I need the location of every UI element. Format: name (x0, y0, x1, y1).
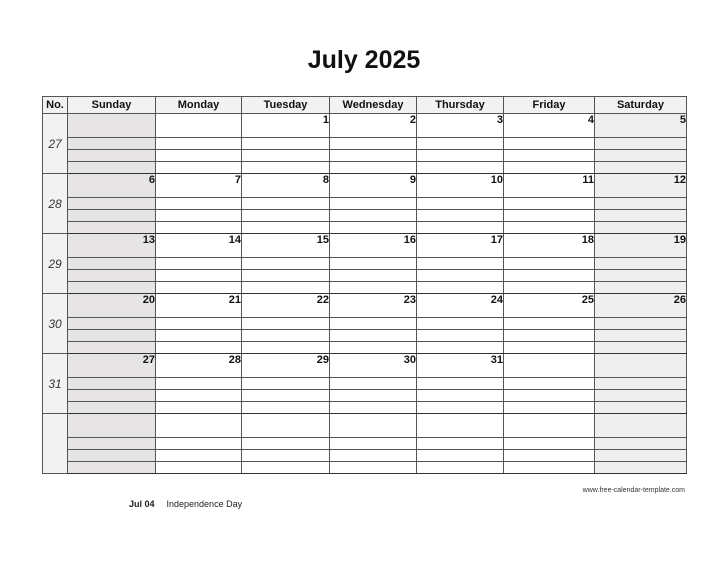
note-line[interactable] (504, 402, 595, 414)
day-cell[interactable] (595, 414, 687, 438)
day-cell[interactable]: 30 (330, 354, 417, 378)
note-line[interactable] (330, 198, 417, 210)
note-line[interactable] (330, 390, 417, 402)
note-line-row (43, 450, 687, 462)
note-line[interactable] (417, 162, 504, 174)
note-line[interactable] (595, 162, 687, 174)
note-line-row (43, 270, 687, 282)
week-row (43, 114, 687, 138)
note-line[interactable] (330, 450, 417, 462)
note-line[interactable] (330, 210, 417, 222)
note-line[interactable] (242, 138, 330, 150)
note-line[interactable] (156, 282, 242, 294)
note-line[interactable] (68, 138, 156, 150)
note-line[interactable] (242, 438, 330, 450)
day-cell[interactable] (595, 354, 687, 378)
note-line-row (43, 162, 687, 174)
note-line[interactable] (330, 138, 417, 150)
day-cell[interactable]: 31 (417, 354, 504, 378)
day-cell[interactable] (68, 414, 156, 438)
note-line-row (43, 138, 687, 150)
header-thursday: Thursday (417, 97, 504, 114)
note-line[interactable] (242, 270, 330, 282)
note-line[interactable] (504, 438, 595, 450)
note-line[interactable] (242, 150, 330, 162)
note-line[interactable] (156, 390, 242, 402)
note-line[interactable] (417, 402, 504, 414)
note-line[interactable] (68, 222, 156, 234)
note-line[interactable] (242, 378, 330, 390)
note-line[interactable] (504, 462, 595, 474)
header-monday: Monday (156, 97, 242, 114)
header-saturday: Saturday (595, 97, 687, 114)
day-cell[interactable]: 11 (504, 174, 595, 198)
day-cell[interactable]: 17 (417, 234, 504, 258)
day-cell[interactable]: 2 (330, 114, 417, 138)
note-line[interactable] (504, 162, 595, 174)
week-row (43, 174, 687, 198)
note-line[interactable] (156, 450, 242, 462)
note-line[interactable] (417, 258, 504, 270)
note-line[interactable] (156, 270, 242, 282)
note-line[interactable] (504, 222, 595, 234)
note-line[interactable] (595, 438, 687, 450)
note-line[interactable] (68, 318, 156, 330)
note-line[interactable] (156, 162, 242, 174)
note-line[interactable] (595, 282, 687, 294)
note-line-row (43, 462, 687, 474)
note-line-row (43, 330, 687, 342)
note-line[interactable] (330, 402, 417, 414)
note-line[interactable] (417, 270, 504, 282)
day-cell[interactable]: 28 (156, 354, 242, 378)
note-line[interactable] (330, 282, 417, 294)
note-line[interactable] (330, 318, 417, 330)
holiday-name: Independence Day (166, 499, 243, 509)
note-line[interactable] (156, 462, 242, 474)
calendar-title: July 2025 (307, 46, 421, 74)
note-line[interactable] (504, 198, 595, 210)
note-line[interactable] (68, 270, 156, 282)
note-line[interactable] (595, 210, 687, 222)
day-cell[interactable] (504, 354, 595, 378)
note-line[interactable] (417, 318, 504, 330)
note-line[interactable] (242, 462, 330, 474)
note-line[interactable] (595, 138, 687, 150)
note-line[interactable] (68, 402, 156, 414)
note-line[interactable] (330, 342, 417, 354)
day-cell[interactable] (330, 414, 417, 438)
note-line-row (43, 438, 687, 450)
holiday-item (129, 499, 242, 509)
day-cell[interactable]: 14 (156, 234, 242, 258)
note-line[interactable] (156, 438, 242, 450)
day-cell[interactable]: 9 (330, 174, 417, 198)
day-cell[interactable] (68, 114, 156, 138)
note-line[interactable] (417, 462, 504, 474)
day-cell[interactable]: 8 (242, 174, 330, 198)
week-number (43, 414, 68, 474)
note-line[interactable] (68, 282, 156, 294)
week-number: 29 (43, 234, 68, 294)
note-line[interactable] (417, 390, 504, 402)
note-line[interactable] (330, 438, 417, 450)
day-cell[interactable] (417, 414, 504, 438)
note-line[interactable] (330, 150, 417, 162)
holiday-date: Jul 04 (129, 499, 155, 509)
note-line-row (43, 378, 687, 390)
note-line[interactable] (417, 330, 504, 342)
note-line[interactable] (242, 342, 330, 354)
day-cell[interactable] (242, 414, 330, 438)
note-line[interactable] (417, 222, 504, 234)
day-cell[interactable]: 19 (595, 234, 687, 258)
note-line[interactable] (330, 330, 417, 342)
note-line[interactable] (330, 378, 417, 390)
day-cell[interactable]: 27 (68, 354, 156, 378)
day-cell[interactable]: 24 (417, 294, 504, 318)
note-line[interactable] (595, 270, 687, 282)
note-line[interactable] (504, 450, 595, 462)
note-line[interactable] (417, 198, 504, 210)
note-line[interactable] (330, 162, 417, 174)
note-line[interactable] (595, 390, 687, 402)
note-line-row (43, 210, 687, 222)
day-cell[interactable]: 16 (330, 234, 417, 258)
day-cell[interactable]: 4 (504, 114, 595, 138)
day-cell[interactable]: 18 (504, 234, 595, 258)
note-line[interactable] (68, 258, 156, 270)
note-line[interactable] (242, 222, 330, 234)
note-line[interactable] (242, 198, 330, 210)
day-cell[interactable]: 20 (68, 294, 156, 318)
note-line[interactable] (504, 318, 595, 330)
header-tuesday: Tuesday (242, 97, 330, 114)
note-line-row (43, 198, 687, 210)
note-line[interactable] (417, 342, 504, 354)
note-line[interactable] (595, 462, 687, 474)
note-line[interactable] (68, 162, 156, 174)
note-line[interactable] (242, 210, 330, 222)
note-line[interactable] (68, 342, 156, 354)
note-line[interactable] (242, 402, 330, 414)
header-no: No. (43, 97, 68, 114)
note-line[interactable] (504, 210, 595, 222)
note-line[interactable] (68, 378, 156, 390)
day-cell[interactable]: 1 (242, 114, 330, 138)
day-cell[interactable]: 5 (595, 114, 687, 138)
note-line[interactable] (68, 210, 156, 222)
note-line[interactable] (330, 270, 417, 282)
header-friday: Friday (504, 97, 595, 114)
note-line[interactable] (504, 282, 595, 294)
note-line[interactable] (242, 258, 330, 270)
note-line[interactable] (504, 258, 595, 270)
note-line[interactable] (68, 390, 156, 402)
note-line[interactable] (156, 318, 242, 330)
note-line[interactable] (156, 330, 242, 342)
day-cell[interactable]: 23 (330, 294, 417, 318)
day-cell[interactable]: 12 (595, 174, 687, 198)
note-line[interactable] (156, 402, 242, 414)
note-line[interactable] (156, 342, 242, 354)
note-line-row (43, 150, 687, 162)
week-number: 28 (43, 174, 68, 234)
day-cell[interactable]: 7 (156, 174, 242, 198)
note-line[interactable] (417, 150, 504, 162)
note-line[interactable] (504, 390, 595, 402)
note-line[interactable] (330, 258, 417, 270)
week-number: 30 (43, 294, 68, 354)
note-line[interactable] (595, 198, 687, 210)
note-line[interactable] (595, 378, 687, 390)
note-line[interactable] (417, 138, 504, 150)
day-cell[interactable]: 25 (504, 294, 595, 318)
note-line[interactable] (68, 150, 156, 162)
day-cell[interactable]: 15 (242, 234, 330, 258)
note-line[interactable] (504, 330, 595, 342)
note-line[interactable] (595, 342, 687, 354)
note-line[interactable] (156, 150, 242, 162)
note-line[interactable] (417, 378, 504, 390)
note-line[interactable] (504, 342, 595, 354)
note-line[interactable] (68, 198, 156, 210)
note-line[interactable] (504, 138, 595, 150)
note-line[interactable] (595, 150, 687, 162)
week-row (43, 294, 687, 318)
note-line[interactable] (242, 450, 330, 462)
note-line-row (43, 402, 687, 414)
day-cell[interactable]: 13 (68, 234, 156, 258)
note-line[interactable] (330, 462, 417, 474)
header-sunday: Sunday (68, 97, 156, 114)
note-line[interactable] (156, 210, 242, 222)
note-line[interactable] (417, 282, 504, 294)
note-line[interactable] (595, 330, 687, 342)
note-line-row (43, 258, 687, 270)
note-line[interactable] (595, 402, 687, 414)
day-cell[interactable]: 29 (242, 354, 330, 378)
day-cell[interactable]: 26 (595, 294, 687, 318)
note-line[interactable] (156, 378, 242, 390)
note-line[interactable] (595, 258, 687, 270)
week-row (43, 234, 687, 258)
note-line[interactable] (504, 150, 595, 162)
week-number: 31 (43, 354, 68, 414)
note-line[interactable] (156, 138, 242, 150)
note-line-row (43, 282, 687, 294)
note-line[interactable] (68, 450, 156, 462)
week-row (43, 414, 687, 438)
header-wednesday: Wednesday (330, 97, 417, 114)
note-line[interactable] (595, 318, 687, 330)
note-line[interactable] (242, 318, 330, 330)
note-line[interactable] (330, 222, 417, 234)
note-line[interactable] (242, 330, 330, 342)
day-cell[interactable] (504, 414, 595, 438)
note-line[interactable] (156, 258, 242, 270)
note-line-row (43, 318, 687, 330)
note-line[interactable] (595, 450, 687, 462)
day-cell[interactable]: 10 (417, 174, 504, 198)
note-line[interactable] (156, 222, 242, 234)
note-line-row (43, 342, 687, 354)
day-cell[interactable] (156, 114, 242, 138)
note-line[interactable] (417, 438, 504, 450)
note-line[interactable] (68, 438, 156, 450)
note-line-row (43, 222, 687, 234)
week-row (43, 354, 687, 378)
note-line[interactable] (417, 210, 504, 222)
note-line[interactable] (242, 390, 330, 402)
website-credit: www.free-calendar-template.com (582, 487, 685, 494)
note-line[interactable] (504, 270, 595, 282)
day-cell[interactable]: 22 (242, 294, 330, 318)
note-line[interactable] (68, 462, 156, 474)
note-line[interactable] (242, 282, 330, 294)
day-cell[interactable]: 21 (156, 294, 242, 318)
day-cell[interactable]: 3 (417, 114, 504, 138)
note-line[interactable] (68, 330, 156, 342)
week-number: 27 (43, 114, 68, 174)
note-line[interactable] (242, 162, 330, 174)
note-line[interactable] (595, 222, 687, 234)
day-cell[interactable]: 6 (68, 174, 156, 198)
note-line[interactable] (156, 198, 242, 210)
note-line[interactable] (417, 450, 504, 462)
calendar-grid (42, 96, 687, 474)
note-line[interactable] (504, 378, 595, 390)
day-cell[interactable] (156, 414, 242, 438)
note-line-row (43, 390, 687, 402)
